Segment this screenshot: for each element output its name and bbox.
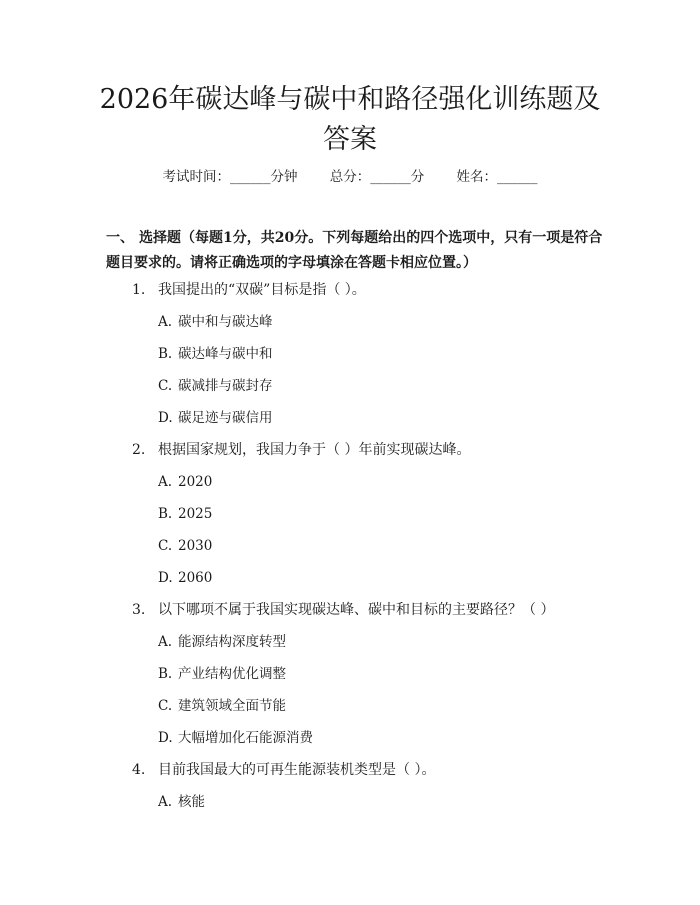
- option-letter: D.: [158, 410, 173, 426]
- option-letter: C.: [158, 698, 173, 714]
- option-text: 大幅增加化石能源消费: [178, 730, 313, 746]
- option-text: 2030: [178, 538, 213, 554]
- page-title: 2026年碳达峰与碳中和路径强化训练题及答案: [99, 84, 601, 155]
- option-letter: B.: [158, 666, 173, 682]
- option-letter: C.: [158, 378, 173, 394]
- question-1-option-a: [158, 311, 598, 333]
- question-text: 以下哪项不属于我国实现碳达峰、碳中和目标的主要路径？（ ）: [158, 602, 555, 618]
- question-number: 4.: [132, 762, 146, 778]
- option-text: 能源结构深度转型: [178, 634, 286, 650]
- question-text: 我国提出的“双碳”目标是指（ ）。: [158, 282, 366, 298]
- option-letter: D.: [158, 570, 173, 586]
- question-2-option-c: [158, 535, 598, 557]
- option-letter: A.: [158, 634, 173, 650]
- total-score-field: 总分：______分: [329, 169, 425, 185]
- option-text: 2020: [178, 474, 213, 490]
- question-3: [132, 599, 612, 621]
- option-letter: A.: [158, 474, 173, 490]
- option-text: 建筑领域全面节能: [178, 698, 286, 714]
- question-1-option-d: [158, 407, 598, 429]
- option-text: 碳足迹与碳信用: [178, 410, 273, 426]
- question-4-option-a: [158, 791, 598, 813]
- question-text: 根据国家规划，我国力争于（ ）年前实现碳达峰。: [158, 442, 471, 458]
- option-text: 碳减排与碳封存: [178, 378, 273, 394]
- option-text: 2060: [178, 570, 213, 586]
- question-text: 目前我国最大的可再生能源装机类型是（ ）。: [158, 762, 436, 778]
- question-1-option-b: [158, 343, 598, 365]
- question-2-option-b: [158, 503, 598, 525]
- option-letter: B.: [158, 506, 173, 522]
- exam-time-field: 考试时间：______分钟: [162, 169, 298, 185]
- question-3-option-b: [158, 663, 598, 685]
- question-1-option-c: [158, 375, 598, 397]
- option-letter: C.: [158, 538, 173, 554]
- option-letter: D.: [158, 730, 173, 746]
- option-text: 产业结构优化调整: [178, 666, 286, 682]
- question-number: 3.: [132, 602, 146, 618]
- question-3-option-c: [158, 695, 598, 717]
- question-3-option-d: [158, 727, 598, 749]
- question-3-option-a: [158, 631, 598, 653]
- option-text: 碳达峰与碳中和: [178, 346, 273, 362]
- option-text: 2025: [178, 506, 213, 522]
- option-letter: B.: [158, 346, 173, 362]
- section-number: 一、: [106, 230, 134, 246]
- option-text: 碳中和与碳达峰: [178, 314, 273, 330]
- question-2-option-a: [158, 471, 598, 493]
- option-letter: A.: [158, 314, 173, 330]
- option-letter: A.: [158, 794, 173, 810]
- section-heading: [106, 226, 606, 276]
- option-text: 核能: [178, 794, 205, 810]
- question-2: [132, 439, 612, 461]
- student-name-field: 姓名：______: [456, 169, 538, 185]
- question-4: [132, 759, 612, 781]
- section-instructions: 选择题（每题1分，共20分。下列每题给出的四个选项中，只有一项是符合题目要求的。请将正确选项的字母填涂在答题卡相应位置。）: [106, 230, 603, 271]
- question-1: [132, 279, 612, 301]
- question-number: 1.: [132, 282, 146, 298]
- exam-meta: [0, 166, 700, 188]
- question-number: 2.: [132, 442, 146, 458]
- question-2-option-d: [158, 567, 598, 589]
